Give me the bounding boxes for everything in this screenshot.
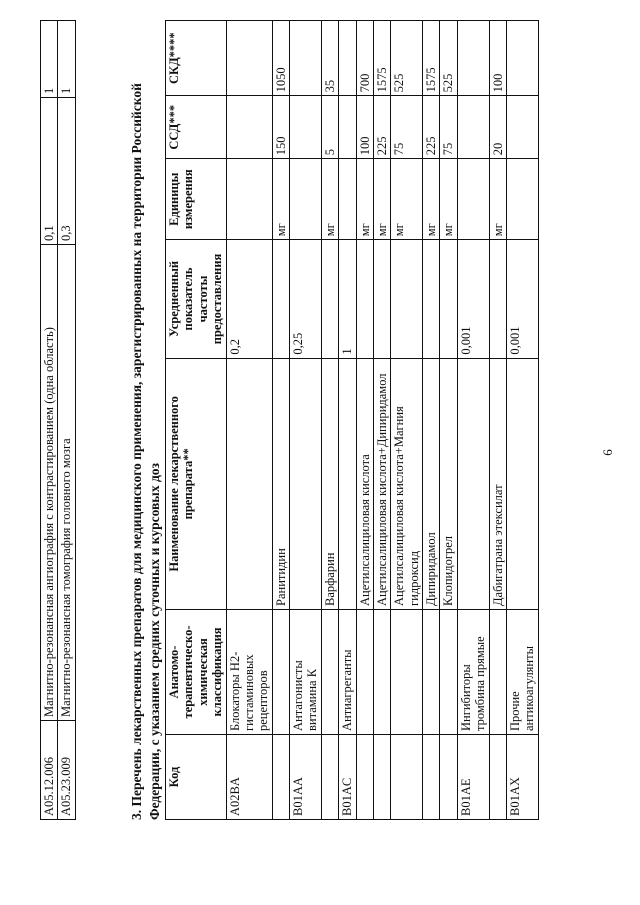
daily-dose: 225	[373, 96, 390, 159]
course-dose: 700	[356, 21, 373, 96]
table-row	[457, 21, 489, 820]
course-dose	[506, 21, 538, 96]
frequency: 0,001	[506, 240, 538, 358]
atc-code	[373, 735, 390, 820]
service-frequency: 0,3	[58, 98, 75, 245]
service-multiplicity: 1	[41, 21, 58, 98]
course-dose	[339, 21, 356, 96]
frequency	[489, 240, 506, 358]
drug-table-header	[166, 21, 227, 820]
daily-dose: 150	[272, 96, 289, 159]
service-multiplicity: 1	[58, 21, 75, 98]
course-dose: 100	[489, 21, 506, 96]
unit: мг	[356, 159, 373, 240]
atc-group: Блокаторы H2-гистаминовых рецепторов	[226, 609, 272, 734]
table-row	[356, 21, 373, 820]
frequency	[440, 240, 457, 358]
unit: мг	[489, 159, 506, 240]
atc-group	[440, 609, 457, 734]
table-row	[391, 21, 423, 820]
service-frequency: 0,1	[41, 98, 58, 245]
drug-name: Варфарин	[321, 358, 338, 609]
atc-code: B01AE	[457, 735, 489, 820]
course-dose: 525	[440, 21, 457, 96]
drug-name: Дипиридамол	[423, 358, 440, 609]
services-table	[40, 20, 76, 820]
table-row	[290, 21, 322, 820]
course-dose: 1575	[373, 21, 390, 96]
daily-dose	[506, 96, 538, 159]
unit: мг	[423, 159, 440, 240]
unit	[226, 159, 272, 240]
service-name: Магнитно-резонансная томография головного мозга	[58, 245, 75, 721]
daily-dose: 225	[423, 96, 440, 159]
frequency	[423, 240, 440, 358]
frequency: 0,25	[290, 240, 322, 358]
course-dose	[457, 21, 489, 96]
column-header: СКД****	[166, 21, 227, 96]
course-dose	[290, 21, 322, 96]
atc-group	[489, 609, 506, 734]
column-header: Анатомо-терапевтическо-химическая классификация	[166, 609, 227, 734]
atc-group	[272, 609, 289, 734]
daily-dose: 5	[321, 96, 338, 159]
table-row	[440, 21, 457, 820]
atc-group	[423, 609, 440, 734]
frequency	[321, 240, 338, 358]
atc-code: B01AX	[506, 735, 538, 820]
atc-group	[391, 609, 423, 734]
drug-name	[506, 358, 538, 609]
service-name: Магнитно-резонансная ангиография с контрастированием (одна область)	[41, 245, 58, 721]
daily-dose: 20	[489, 96, 506, 159]
course-dose: 35	[321, 21, 338, 96]
drug-table	[165, 20, 539, 820]
daily-dose: 100	[356, 96, 373, 159]
frequency	[373, 240, 390, 358]
unit: мг	[272, 159, 289, 240]
service-code: A05.23.009	[58, 721, 75, 820]
atc-code: B01AC	[339, 735, 356, 820]
atc-code: A02BA	[226, 735, 272, 820]
atc-code	[321, 735, 338, 820]
atc-group	[356, 609, 373, 734]
unit: мг	[440, 159, 457, 240]
service-code: A05.12.006	[41, 721, 58, 820]
atc-code: B01AA	[290, 735, 322, 820]
unit	[339, 159, 356, 240]
service-row	[41, 21, 58, 820]
table-row	[272, 21, 289, 820]
column-header: Единицы измерения	[166, 159, 227, 240]
table-row	[339, 21, 356, 820]
unit	[506, 159, 538, 240]
frequency	[391, 240, 423, 358]
atc-code	[489, 735, 506, 820]
service-row	[58, 21, 75, 820]
table-row	[489, 21, 506, 820]
table-row	[226, 21, 272, 820]
daily-dose	[226, 96, 272, 159]
course-dose	[226, 21, 272, 96]
unit: мг	[321, 159, 338, 240]
unit: мг	[391, 159, 423, 240]
drug-name	[290, 358, 322, 609]
drug-name: Ацетилсалициловая кислота	[356, 358, 373, 609]
table-row	[373, 21, 390, 820]
frequency: 0,2	[226, 240, 272, 358]
table-row	[423, 21, 440, 820]
drug-name: Ацетилсалициловая кислота+Магния гидроксид	[391, 358, 423, 609]
frequency: 1	[339, 240, 356, 358]
column-header: Наименование лекарственного препарата**	[166, 358, 227, 609]
atc-group	[321, 609, 338, 734]
table-row	[321, 21, 338, 820]
atc-code	[356, 735, 373, 820]
atc-group: Антиагреганты	[339, 609, 356, 734]
atc-group: Ингибиторы тромбина прямые	[457, 609, 489, 734]
column-header: Усредненный показатель частоты предоставления	[166, 240, 227, 358]
atc-code	[423, 735, 440, 820]
daily-dose	[339, 96, 356, 159]
frequency	[356, 240, 373, 358]
page-number: 6	[600, 449, 615, 456]
unit: мг	[373, 159, 390, 240]
drug-name: Ранитидин	[272, 358, 289, 609]
daily-dose	[290, 96, 322, 159]
frequency	[272, 240, 289, 358]
course-dose: 1575	[423, 21, 440, 96]
course-dose: 1050	[272, 21, 289, 96]
daily-dose	[457, 96, 489, 159]
atc-group: Прочие антикоагулянты	[506, 609, 538, 734]
course-dose: 525	[391, 21, 423, 96]
drug-name	[457, 358, 489, 609]
atc-code	[391, 735, 423, 820]
atc-code	[440, 735, 457, 820]
atc-group	[373, 609, 390, 734]
drug-name	[339, 358, 356, 609]
daily-dose: 75	[440, 96, 457, 159]
drug-name: Ацетилсалициловая кислота+Дипиридамол	[373, 358, 390, 609]
drug-name	[226, 358, 272, 609]
column-header: ССД***	[166, 96, 227, 159]
atc-group: Антагонисты витамина К	[290, 609, 322, 734]
frequency: 0,001	[457, 240, 489, 358]
unit	[457, 159, 489, 240]
atc-code	[272, 735, 289, 820]
drug-name: Клопидогрел	[440, 358, 457, 609]
table-row	[506, 21, 538, 820]
daily-dose: 75	[391, 96, 423, 159]
section-title: 3. Перечень лекарственных препаратов для медицинского применения, зарегистрированных на территории Российской Федерации, с указанием средних суточных и курсовых доз	[129, 83, 162, 820]
drug-name: Дабигатрана этексилат	[489, 358, 506, 609]
unit	[290, 159, 322, 240]
column-header: Код	[166, 735, 227, 820]
